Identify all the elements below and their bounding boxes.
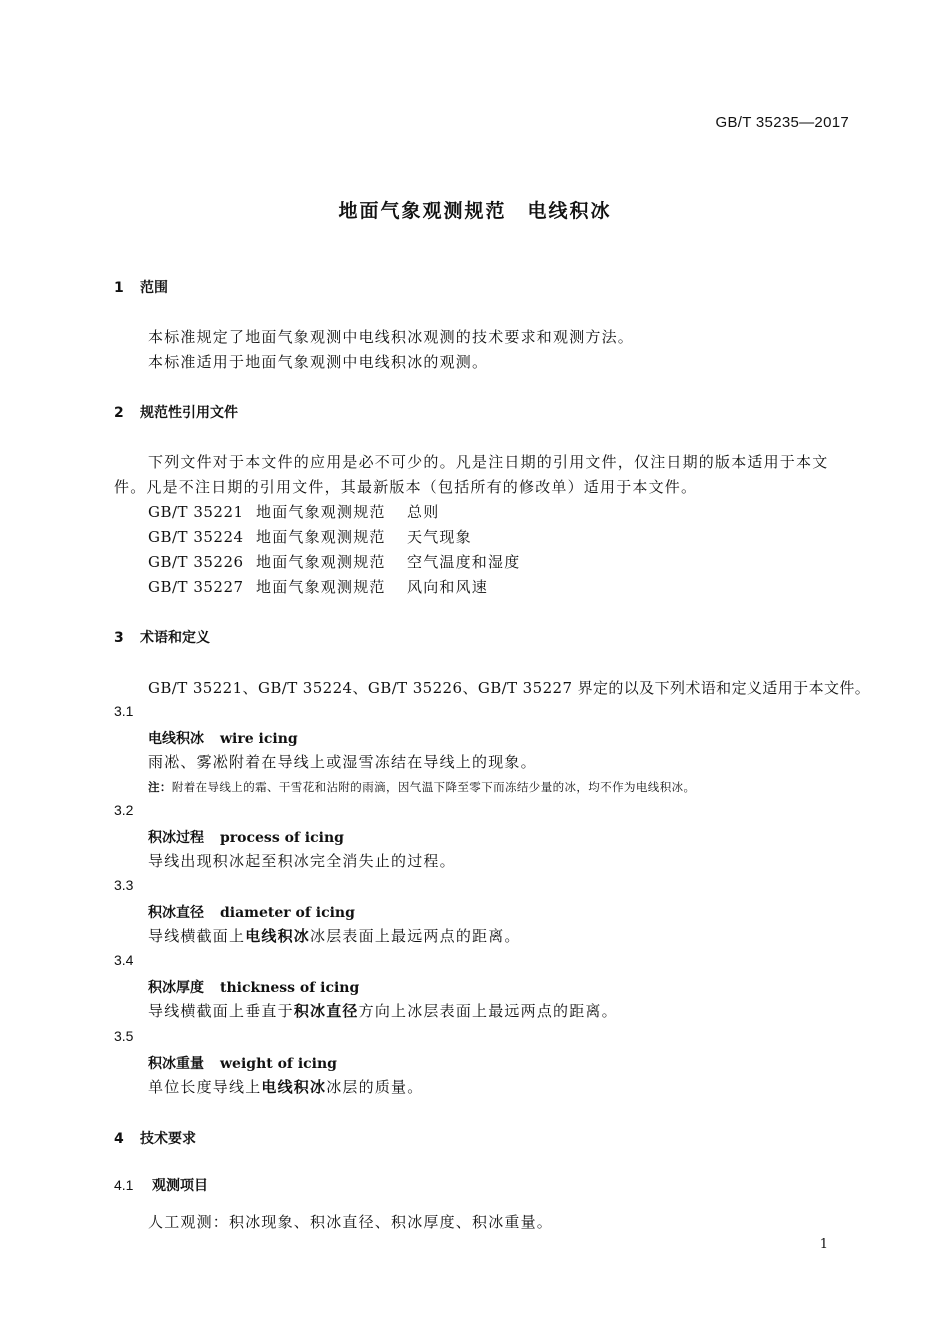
clause-number: 3.2 [114, 802, 134, 818]
definition-text: 方向上冰层表面上最远两点的距离。 [358, 1002, 618, 1020]
term-definition: 雨凇、雾凇附着在导线上或湿雪冻结在导线上的现象。 [148, 753, 537, 771]
section-1-heading [114, 277, 168, 297]
term-en: wire icing [220, 731, 298, 747]
term-reference: 电线积冰 [261, 1078, 327, 1096]
reference-subtitle: 总则 [407, 503, 440, 521]
definition-text: 导线横截面上垂直于 [148, 1002, 294, 1020]
term-reference: 积冰直径 [293, 1002, 359, 1020]
reference-item [148, 526, 472, 547]
term-cn: 电线积冰 [148, 731, 204, 747]
paragraph: 本标准适用于地面气象观测中电线积冰的观测。 [148, 353, 489, 371]
definition-text: 导线横截面上 [148, 927, 246, 945]
reference-title: 地面气象观测规范 [256, 578, 386, 596]
term-heading [148, 977, 359, 997]
paragraph: 下列文件对于本文件的应用是必不可少的。凡是注日期的引用文件，仅注日期的版本适用于本文件。凡是不注日期的引用文件，其最新版本（包括所有的修改单）适用于本文件。 [114, 453, 829, 496]
term-cn: 积冰重量 [148, 1056, 204, 1072]
term-definition [148, 1000, 618, 1021]
term-en: process of icing [220, 830, 344, 846]
section-4-heading [114, 1128, 196, 1148]
subsection-4-1-heading [114, 1175, 208, 1195]
section-title: 术语和定义 [140, 630, 210, 646]
section-number: 4 [114, 1131, 124, 1147]
definition-text: 冰层的质量。 [326, 1078, 424, 1096]
term-heading [148, 902, 355, 922]
reference-subtitle: 风向和风速 [407, 578, 489, 596]
term-cn: 积冰直径 [148, 905, 204, 921]
subsection-title: 观测项目 [152, 1178, 208, 1194]
term-en: thickness of icing [220, 980, 360, 996]
reference-subtitle: 天气现象 [407, 528, 472, 546]
term-en: diameter of icing [220, 905, 355, 921]
note [148, 779, 695, 795]
reference-title: 地面气象观测规范 [256, 553, 386, 571]
note-label: 注： [148, 780, 172, 794]
section-title: 范围 [140, 280, 168, 296]
clause-number: 3.1 [114, 703, 134, 719]
page-number: 1 [819, 1237, 828, 1252]
term-en: weight of icing [220, 1056, 337, 1072]
section-number: 3 [114, 630, 124, 646]
section-number: 1 [114, 280, 124, 296]
section-3-heading [114, 627, 210, 647]
reference-title: 地面气象观测规范 [256, 528, 386, 546]
section-number: 2 [114, 405, 124, 421]
term-cn: 积冰厚度 [148, 980, 204, 996]
reference-code: GB/T 35221 [148, 503, 244, 521]
clause-number: 3.4 [114, 952, 134, 968]
section-title: 规范性引用文件 [140, 405, 238, 421]
clause-number: 3.5 [114, 1028, 134, 1044]
subsection-number: 4.1 [114, 1177, 134, 1193]
definition-text: 单位长度导线上 [148, 1078, 262, 1096]
term-definition: 导线出现积冰起至积冰完全消失止的过程。 [148, 852, 456, 870]
reference-item [148, 551, 520, 572]
section-title: 技术要求 [140, 1131, 196, 1147]
document-title: 地面气象观测规范 电线积冰 [338, 200, 612, 222]
paragraph: 人工观测：积冰现象、积冰直径、积冰厚度、积冰重量。 [148, 1213, 554, 1231]
standard-number: GB/T 35235—2017 [715, 114, 849, 131]
term-cn: 积冰过程 [148, 830, 204, 846]
reference-code: GB/T 35226 [148, 553, 244, 571]
definition-text: 冰层表面上最远两点的距离。 [310, 927, 521, 945]
paragraph: 本标准规定了地面气象观测中电线积冰观测的技术要求和观测方法。 [148, 328, 635, 346]
term-definition [148, 1076, 423, 1097]
reference-item [148, 501, 439, 522]
term-heading [148, 1053, 337, 1073]
reference-code: GB/T 35227 [148, 578, 244, 596]
term-heading [148, 728, 298, 748]
note-text: 附着在导线上的霜、干雪花和沾附的雨滴，因气温下降至零下而冻结少量的冰，均不作为电线积冰。 [171, 780, 696, 794]
reference-code: GB/T 35224 [148, 528, 244, 546]
reference-subtitle: 空气温度和湿度 [407, 553, 521, 571]
reference-item [148, 576, 488, 597]
section-2-heading [114, 402, 238, 422]
reference-title: 地面气象观测规范 [256, 503, 386, 521]
term-heading [148, 827, 344, 847]
paragraph: GB/T 35221、GB/T 35224、GB/T 35226、GB/T 35227 界定的以及下列术语和定义适用于本文件。 [148, 679, 871, 697]
clause-number: 3.3 [114, 877, 134, 893]
term-definition [148, 925, 521, 946]
term-reference: 电线积冰 [245, 927, 311, 945]
